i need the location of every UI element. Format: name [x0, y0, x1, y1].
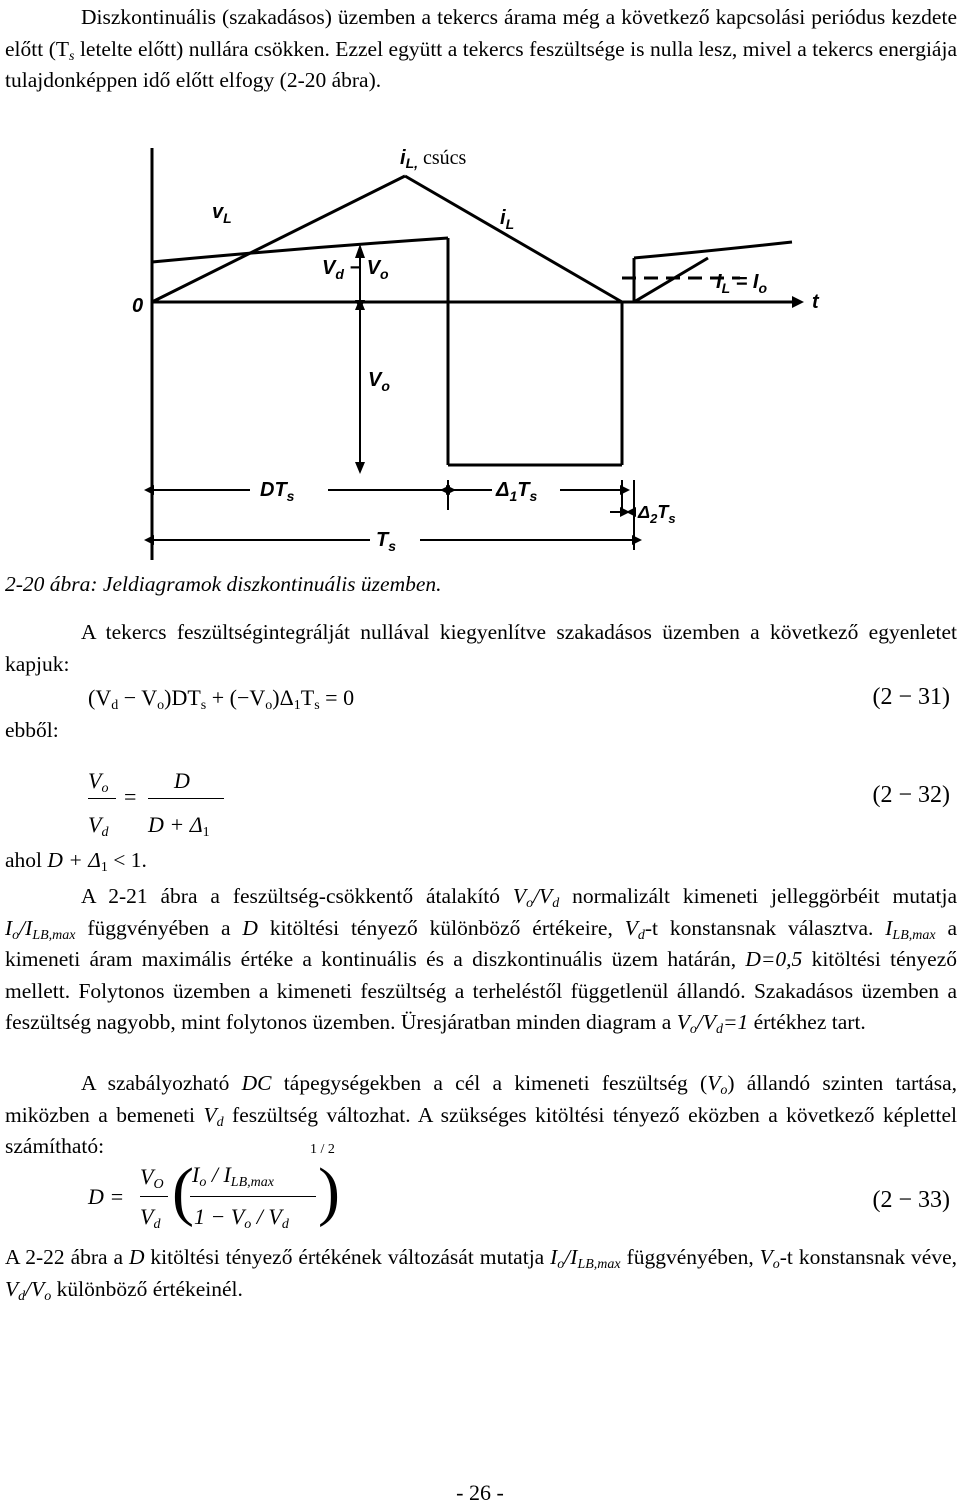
d2ts-label: $\Delta_2T_s$: [638, 502, 676, 526]
equation-2-32: $V_o$ $V_d$ = D $D + \Delta_1$: [88, 768, 238, 848]
ahol-line: ahol $D + \Delta_1 < 1$.: [5, 848, 147, 875]
equation-number-2-33: (2 − 33): [872, 1187, 950, 1213]
para5: A 2-22 ábra a D kitöltési tényező értékének változását mutatja $I_o/I_{LB,max}$ függvényében, $V_o-t$ konstansnak véve, $V_d/V_o$ különböző értékeinél.: [5, 1245, 957, 1304]
page-number: - 26 -: [456, 1480, 504, 1505]
il-avg-label: $I_L = I_o$: [716, 271, 768, 296]
vl-next-level: [634, 242, 792, 258]
dts-label: $DT_s$: [260, 479, 295, 504]
vd-minus-vo-label: $V_d - V_o$: [322, 257, 389, 282]
equation-2-31: $(V_d - V_o)DT_s + (-V_o)\Delta_1T_s = 0$: [88, 685, 355, 713]
il-rising: [152, 176, 405, 302]
para4: A szabályozható DC tápegységekben a cél a kimeneti feszültség $(V_o)$ állandó szinten tartása, miközben a bemeneti $V_d$ feszültség változhat. A szükséges kitöltési tényező eközben a következő képlettel számítható:: [5, 1071, 958, 1158]
intro-paragraph: [5, 2, 957, 97]
time-axis-arrowhead: [792, 296, 804, 308]
d1ts-label: $\Delta_1T_s$: [496, 479, 538, 504]
vl-upper-level: [152, 238, 448, 262]
waveform-figure: [120, 140, 840, 565]
il-label: $i_L$: [500, 207, 515, 232]
zero-label: 0: [132, 295, 144, 317]
equation-number-2-31: (2 − 31): [872, 684, 950, 710]
t-axis-label: t: [812, 291, 819, 313]
equation-number-2-32: (2 − 32): [872, 782, 950, 808]
ts-subscript: s: [69, 48, 75, 64]
ebbol-label: ebből:: [5, 718, 59, 742]
equation-2-33: D = $V_O$ $V_d$ ( $I_o / I_{LB,max}$ $1 - V_o / V_d$ ) 1 / 2: [88, 1142, 340, 1232]
para1-text-a: Diszkontinuális (szakadásos) üzemben a tekercs árama még a következő kapcsolási periódus kezdete előtt (T: [5, 5, 957, 61]
para2: A tekercs feszültségintegrálját nullával kiegyenlítve szakadásos üzemben a következő egyenletet kapjuk:: [5, 620, 957, 676]
figure-caption: 2-20 ábra: Jeldiagramok diszkontinuális üzemben.: [5, 572, 442, 596]
para3: A 2-21 ábra a feszültség-csökkentő átalakító $V_o/V_d$ normalizált kimeneti jelleggörbéit mutatja $I_o/I_{LB,max}$ függvényében a D kitöltési tényező különböző értékeire, $V_d-t$ konstansnak választva. $I_{LB,max}$ a kimeneti áram maximális értéke a kontinuális és a diszkontinuális üzem határán, D=0,5 kitöltési tényező mellett. Folytonos üzemben a kimeneti feszültség a terheléstől függetlenül állandó. Szakadásos üzemben a feszültség nagyobb, mint folytonos üzemben. Üresjáratban minden diagram a $V_o/V_d=1$ értékhez tart.: [5, 884, 957, 1037]
vl-label: $v_L$: [212, 201, 232, 226]
il-peak-label: $i_{L,}$ csúcs: [400, 147, 467, 171]
il-next-rising: [634, 258, 708, 302]
vo-label: $V_o$: [368, 369, 390, 394]
para1-text-b: letelte előtt) nullára csökken. Ezzel együtt a tekercs feszültsége is nulla lesz, mivel a tekercs energiája tulajdonképpen idő előtt elfogy (2-20 ábra).: [5, 36, 957, 92]
ts-label: $T_s$: [376, 529, 397, 554]
